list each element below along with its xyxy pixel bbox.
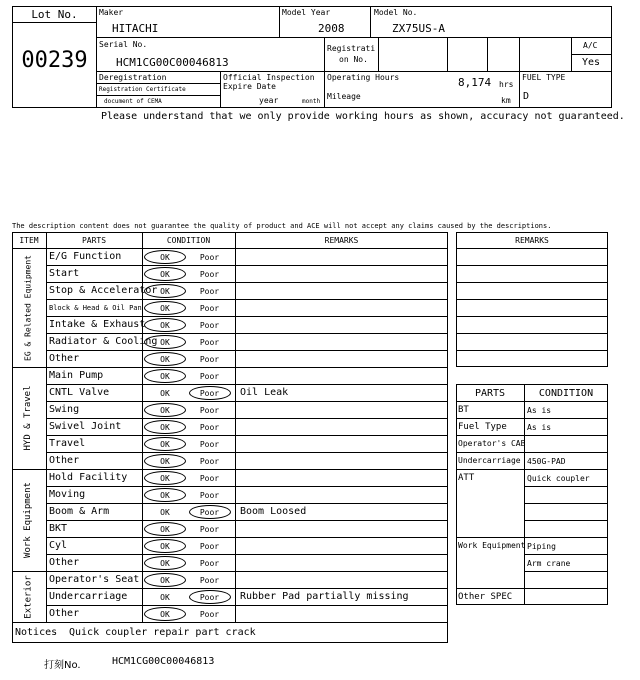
condition-circle <box>144 420 186 434</box>
condition-circle <box>189 590 231 604</box>
condition-circle <box>144 335 186 349</box>
part-name: Hold Facility <box>49 472 128 483</box>
poor-option: Poor <box>199 253 220 262</box>
header-remarks: REMARKS <box>324 236 359 245</box>
part-name: Cyl <box>49 540 68 551</box>
poor-option: Poor <box>199 355 220 364</box>
lot-label: Lot No. <box>31 8 78 21</box>
stamp-label: 打刻No. <box>44 660 81 671</box>
part-name: Other <box>49 353 80 364</box>
model-year-label: Model Year <box>282 8 331 17</box>
condition-circle <box>144 522 186 536</box>
condition-circle <box>144 284 186 298</box>
lot-number: 00239 <box>21 48 88 73</box>
notices-label: Notices <box>15 627 58 638</box>
part-name: Radiator & Cooling <box>49 336 158 347</box>
part-name: CNTL Valve <box>49 387 110 398</box>
part-name: Other <box>49 455 80 466</box>
registration-label: Registrati <box>327 44 376 53</box>
maker-value: HITACHI <box>112 22 159 35</box>
poor-option: Poor <box>199 372 220 381</box>
poor-option: Poor <box>199 338 220 347</box>
right-remarks-header: REMARKS <box>515 236 549 245</box>
condition-circle <box>144 301 186 315</box>
ok-option: OK <box>160 287 170 296</box>
cema-label: document of CEMA <box>104 98 162 105</box>
hours-note: Please understand that we only provide working hours as shown, accuracy not guaranteed. <box>101 111 625 122</box>
poor-option: Poor <box>199 304 220 313</box>
spec-condition: As is <box>527 423 552 432</box>
part-name: Swivel Joint <box>49 421 122 432</box>
part-name: Other <box>49 608 80 619</box>
condition-circle <box>189 386 231 400</box>
deregistration-label: Deregistration <box>99 73 167 82</box>
spec-part: Undercarriage <box>458 456 521 465</box>
fuel-type-label: FUEL TYPE <box>522 73 566 82</box>
spec-part: Work Equipment <box>458 541 526 550</box>
group-label: HYD & Travel <box>23 385 33 451</box>
ok-option: OK <box>160 372 170 381</box>
disclaimer: The description content does not guarantee the quality of product and ACE will not accept any claims caused by the descriptions. <box>12 222 552 230</box>
spec-condition: Piping <box>527 542 556 551</box>
part-name: Stop & Accelerator <box>49 285 158 296</box>
ok-option: OK <box>160 355 170 364</box>
part-name: Travel <box>49 438 86 449</box>
poor-option: Poor <box>199 440 220 449</box>
poor-option: Poor <box>199 593 220 602</box>
poor-option: Poor <box>199 474 220 483</box>
inspection-label: Official Inspection <box>223 73 315 82</box>
poor-option: Poor <box>199 457 220 466</box>
ok-option: OK <box>160 389 170 398</box>
condition-circle <box>144 539 186 553</box>
header-condition: CONDITION <box>166 236 211 245</box>
notices-value: Quick coupler repair part crack <box>69 627 256 638</box>
spec-condition: Quick coupler <box>527 474 590 483</box>
fuel-type-value: D <box>523 91 530 102</box>
ok-option: OK <box>160 321 170 330</box>
poor-option: Poor <box>199 576 220 585</box>
maker-label: Maker <box>99 8 124 17</box>
ok-option: OK <box>160 542 170 551</box>
poor-option: Poor <box>199 559 220 568</box>
ok-option: OK <box>160 474 170 483</box>
part-name: Moving <box>49 489 86 500</box>
ac-label: A/C <box>583 41 598 50</box>
part-name: Swing <box>49 404 80 415</box>
operating-hours-value: 8,174 <box>458 76 492 89</box>
condition-circle <box>144 437 186 451</box>
registration-label-2: on No. <box>339 55 368 64</box>
model-no-label: Model No. <box>374 8 418 17</box>
condition-circle <box>144 556 186 570</box>
ac-value: Yes <box>582 57 601 68</box>
group-label: Exterior <box>23 574 33 619</box>
condition-circle <box>144 573 186 587</box>
ok-option: OK <box>160 304 170 313</box>
spec-part: ATT <box>458 473 475 483</box>
serial-label: Serial No. <box>99 40 148 49</box>
poor-option: Poor <box>199 542 220 551</box>
poor-option: Poor <box>199 525 220 534</box>
spec-condition: As is <box>527 406 552 415</box>
part-name: Other <box>49 557 80 568</box>
part-name: Intake & Exhaust <box>49 319 146 330</box>
part-name: E/G Function <box>49 251 122 262</box>
km-label: km <box>501 96 511 105</box>
group-label: EG & Related Equipment <box>23 254 32 361</box>
month-label: month <box>302 98 321 105</box>
poor-option: Poor <box>199 423 220 432</box>
poor-option: Poor <box>199 491 220 500</box>
spec-part: Operator's CAB <box>458 439 526 448</box>
year-label: year <box>259 96 279 105</box>
condition-circle <box>189 505 231 519</box>
condition-circle <box>144 250 186 264</box>
remark-text: Oil Leak <box>240 387 289 398</box>
remark-text: Rubber Pad partially missing <box>240 591 409 602</box>
inspection-label-2: Expire Date <box>223 82 276 91</box>
ok-option: OK <box>160 423 170 432</box>
poor-option: Poor <box>199 508 220 517</box>
condition-circle <box>144 471 186 485</box>
model-year-value: 2008 <box>318 22 345 35</box>
ok-option: OK <box>160 491 170 500</box>
spec-condition: 450G-PAD <box>527 457 566 466</box>
poor-option: Poor <box>199 270 220 279</box>
ok-option: OK <box>160 270 170 279</box>
ok-option: OK <box>160 253 170 262</box>
spec-part: BT <box>458 405 469 415</box>
condition-circle <box>144 267 186 281</box>
ok-option: OK <box>160 559 170 568</box>
ok-option: OK <box>160 610 170 619</box>
header-item: ITEM <box>19 236 39 245</box>
model-no-value: ZX75US-A <box>392 22 445 35</box>
mileage-label: Mileage <box>327 92 361 101</box>
ok-option: OK <box>160 525 170 534</box>
part-name: Operator's Seat <box>49 574 140 585</box>
part-name: Start <box>49 268 80 279</box>
poor-option: Poor <box>199 406 220 415</box>
poor-option: Poor <box>199 389 220 398</box>
spec-header-parts: PARTS <box>474 388 506 399</box>
ok-option: OK <box>160 593 170 602</box>
group-label: Work Equipment <box>23 482 33 558</box>
condition-circle <box>144 318 186 332</box>
serial-value: HCM1CG00C00046813 <box>116 56 229 69</box>
part-name: Undercarriage <box>49 591 128 602</box>
condition-circle <box>144 488 186 502</box>
spec-part: Other SPEC <box>458 592 513 602</box>
part-name: Boom & Arm <box>49 506 110 517</box>
spec-header-condition: CONDITION <box>538 388 594 399</box>
ok-option: OK <box>160 406 170 415</box>
part-name: Main Pump <box>49 370 104 381</box>
ok-option: OK <box>160 457 170 466</box>
header-parts: PARTS <box>81 236 107 245</box>
spec-condition: Arm crane <box>527 559 571 568</box>
part-name: Block & Head & Oil Pan <box>49 304 142 312</box>
ok-option: OK <box>160 440 170 449</box>
ok-option: OK <box>160 576 170 585</box>
condition-circle <box>144 607 186 621</box>
stamp-value: HCM1CG00C00046813 <box>112 656 215 667</box>
condition-circle <box>144 454 186 468</box>
operating-hours-label: Operating Hours <box>327 73 400 82</box>
spec-part: Fuel Type <box>458 422 507 432</box>
condition-circle <box>144 352 186 366</box>
poor-option: Poor <box>199 610 220 619</box>
poor-option: Poor <box>199 287 220 296</box>
part-name: BKT <box>49 523 68 534</box>
condition-circle <box>144 369 186 383</box>
remark-text: Boom Loosed <box>240 506 307 517</box>
ok-option: OK <box>160 338 170 347</box>
reg-cert-label: Registration Certificate <box>99 86 186 93</box>
ok-option: OK <box>160 508 170 517</box>
poor-option: Poor <box>199 321 220 330</box>
hrs-label: hrs <box>499 80 514 89</box>
condition-circle <box>144 403 186 417</box>
